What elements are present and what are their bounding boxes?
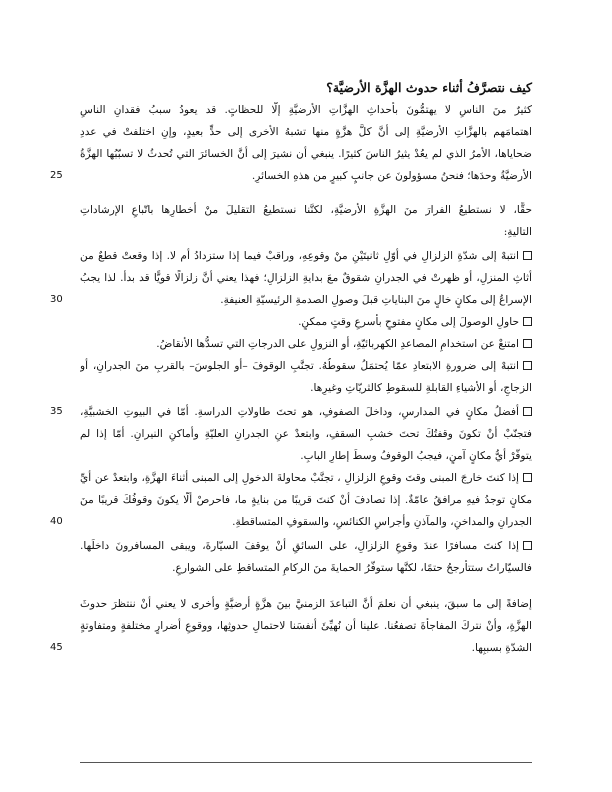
square-bullet-icon (523, 407, 532, 416)
paragraph-line: الشدّةِ بسببِها. (471, 642, 532, 654)
line-number: 30 (50, 294, 63, 305)
paragraph-line: اهتمامَهم بالهزَّاتِ الأرضيَّةِ إلى أنَّ كلَّ هزَّةٍ منها تشبهُ الأخرى إلى حدٍّ بعيدٍ، وإنِ اختلفتْ في عددِ (80, 126, 532, 138)
paragraph-line: أثاثِ المنزلِ، أو ظهرتْ في الجدرانِ شقوقٌ معَ بدايةِ الزلزالِ؛ فهذا يعني أنَّ زلزالًا قويًّا قد بدأ. لذا يجبُ (80, 272, 532, 284)
paragraph-line: الزجاجِ، أو الأشياءِ القابلةِ للسقوطِ كالثريّاتِ وغيرِها. (310, 382, 532, 394)
bullet-item: حاولِ الوصولَ إلى مكانٍ مفتوحٍ بأسرعِ وقتٍ ممكنٍ. (80, 314, 532, 330)
paragraph-line: الهزَّةِ، وأنْ نتركَ المفاجأةَ تصفعُنا. علينا أن نُهيِّئَ أنفسَنا لاحتمالِ حدوثِها، ووقوعِ أضرارٍ مختلفةٍ ومتفاوتةٍ (80, 620, 532, 632)
paragraph-line: فتجنّبْ أنْ تكونَ وقفتُكَ تحتَ خشبِ السقفِ، وابتعدْ عنِ الجدرانِ العليّةِ وأماكنِ النيرانِ. أمّا إذا لم (80, 428, 532, 440)
square-bullet-icon (523, 541, 532, 550)
paragraph-line: فالسيّاراتُ ستتأرجحُ حتمًا، لكنَّها ستوفّرُ الحمايةَ منَ الركامِ المتساقطِ على الشوارعِ. (172, 562, 532, 574)
bullet-item: امتنعْ عن استخدامِ المصاعدِ الكهربائيّةِ، أو النزولِ على الدرجاتِ التي تسدُّها الأنقاضُ. (80, 336, 532, 352)
paragraph-line: الجدرانِ والمداخنِ، والمآذنِ وأجراسِ الكنائسِ، والسقوفِ المتساقطةِ. (232, 516, 532, 528)
bullet-item: انتبهْ إلى شدّةِ الزلزالِ في أوّلِ ثانيتَيْنِ منْ وقوعِهِ، وراقبْ فيما إذا ستزدادُ أم لا. إذا وقعتْ قطعٌ من (80, 248, 532, 264)
paragraph-line: التاليةِ: (503, 226, 532, 238)
paragraph-line: مكانٍ توجدُ فيهِ مرافقُ عامّةٌ. إذا تصادفَ أنْ كنتَ قريبًا من بنايةٍ ما، فاحرصْ ألّا يكونَ وقوفُكَ قريبًا منَ (80, 494, 532, 506)
page-title: كيف نتصرَّفُ أثناء حدوث الهزَّة الأرضيَّة؟ (326, 80, 532, 95)
square-bullet-icon (523, 473, 532, 482)
paragraph-line: كثيرٌ منَ الناسِ لا يهتمُّونَ بأحداثِ الهزَّاتِ الأرضيَّةِ إلّا للحظاتٍ. قد يعودُ سببُ فقدانِ الناسِ (80, 104, 532, 116)
bullet-item: أفضلُ مكانٍ في المدارسِ، وداخلَ الصفوفِ، هو تحتَ طاولاتِ الدراسةِ. أمّا في البيوتِ الخشبيَّةِ، (80, 404, 532, 420)
bullet-item: انتبهْ إلى ضرورةِ الابتعادِ عمّا يُحتمَلُ سقوطُهُ. تجنَّبِ الوقوفَ –أو الجلوسَ– بالقربِ منَ الجدرانِ، أو (80, 358, 532, 374)
line-number: 40 (50, 516, 63, 527)
square-bullet-icon (523, 361, 532, 370)
square-bullet-icon (523, 317, 532, 326)
paragraph-line: الأرضيَّةُ وحدَها؛ فنحنُ مسؤولونَ عن جانبٍ كبيرٍ من هذهِ الخسائرِ. (251, 170, 532, 182)
bullet-item: إذا كنتَ خارجَ المبنى وقتَ وقوعِ الزلزالِ ، تجنَّبْ محاولةَ الدخولِ إلى المبنى أثناءَ الهزَّةِ، وابتعدْ عن أيِّ (80, 470, 532, 486)
footer-rule (80, 762, 532, 763)
paragraph-line: يتوفّرْ أيُّ مكانٍ آمنٍ، فيجبُ الوقوفُ وسطَ إطارِ البابِ. (300, 450, 532, 462)
square-bullet-icon (523, 251, 532, 260)
line-number: 35 (50, 406, 63, 417)
line-number: 25 (50, 170, 63, 181)
paragraph-line: الإسراعُ إلى مكانٍ خالٍ منَ البناياتِ قبلَ وصولِ الصدمةِ الرئيسيّةِ العنيفةِ. (220, 294, 532, 306)
square-bullet-icon (523, 339, 532, 348)
paragraph-line: ضحاياها، الأمرُ الذي لم يعُدْ يثيرُ الناسَ كثيرًا. ينبغي أن نشيرَ إلى أنَّ الخسائرَ التي تُحدثُ لا تسبّبُها الهزَّةُ (80, 148, 532, 160)
paragraph-line: إضافةً إلى ما سبقَ، ينبغي أن نعلمَ أنَّ التباعدَ الزمنيَّ بينَ هزَّةٍ أرضيَّةٍ وأخرى لا يعني أنْ ننتظرَ حدوثَ (80, 598, 532, 610)
paragraph-line: حقًّا، لا نستطيعُ الفرارَ منَ الهزَّةِ الأرضيَّةِ، لكنَّنا نستطيعُ التقليلَ منْ أخطارِها باتّباعِ الإرشاداتِ (80, 204, 532, 216)
line-number: 45 (50, 642, 63, 653)
bullet-item: إذا كنتَ مسافرًا عندَ وقوعِ الزلزالِ، على السائقِ أنْ يوقفَ السيّارةَ، ويبقى المسافرونَ داخلَها. (80, 538, 532, 554)
